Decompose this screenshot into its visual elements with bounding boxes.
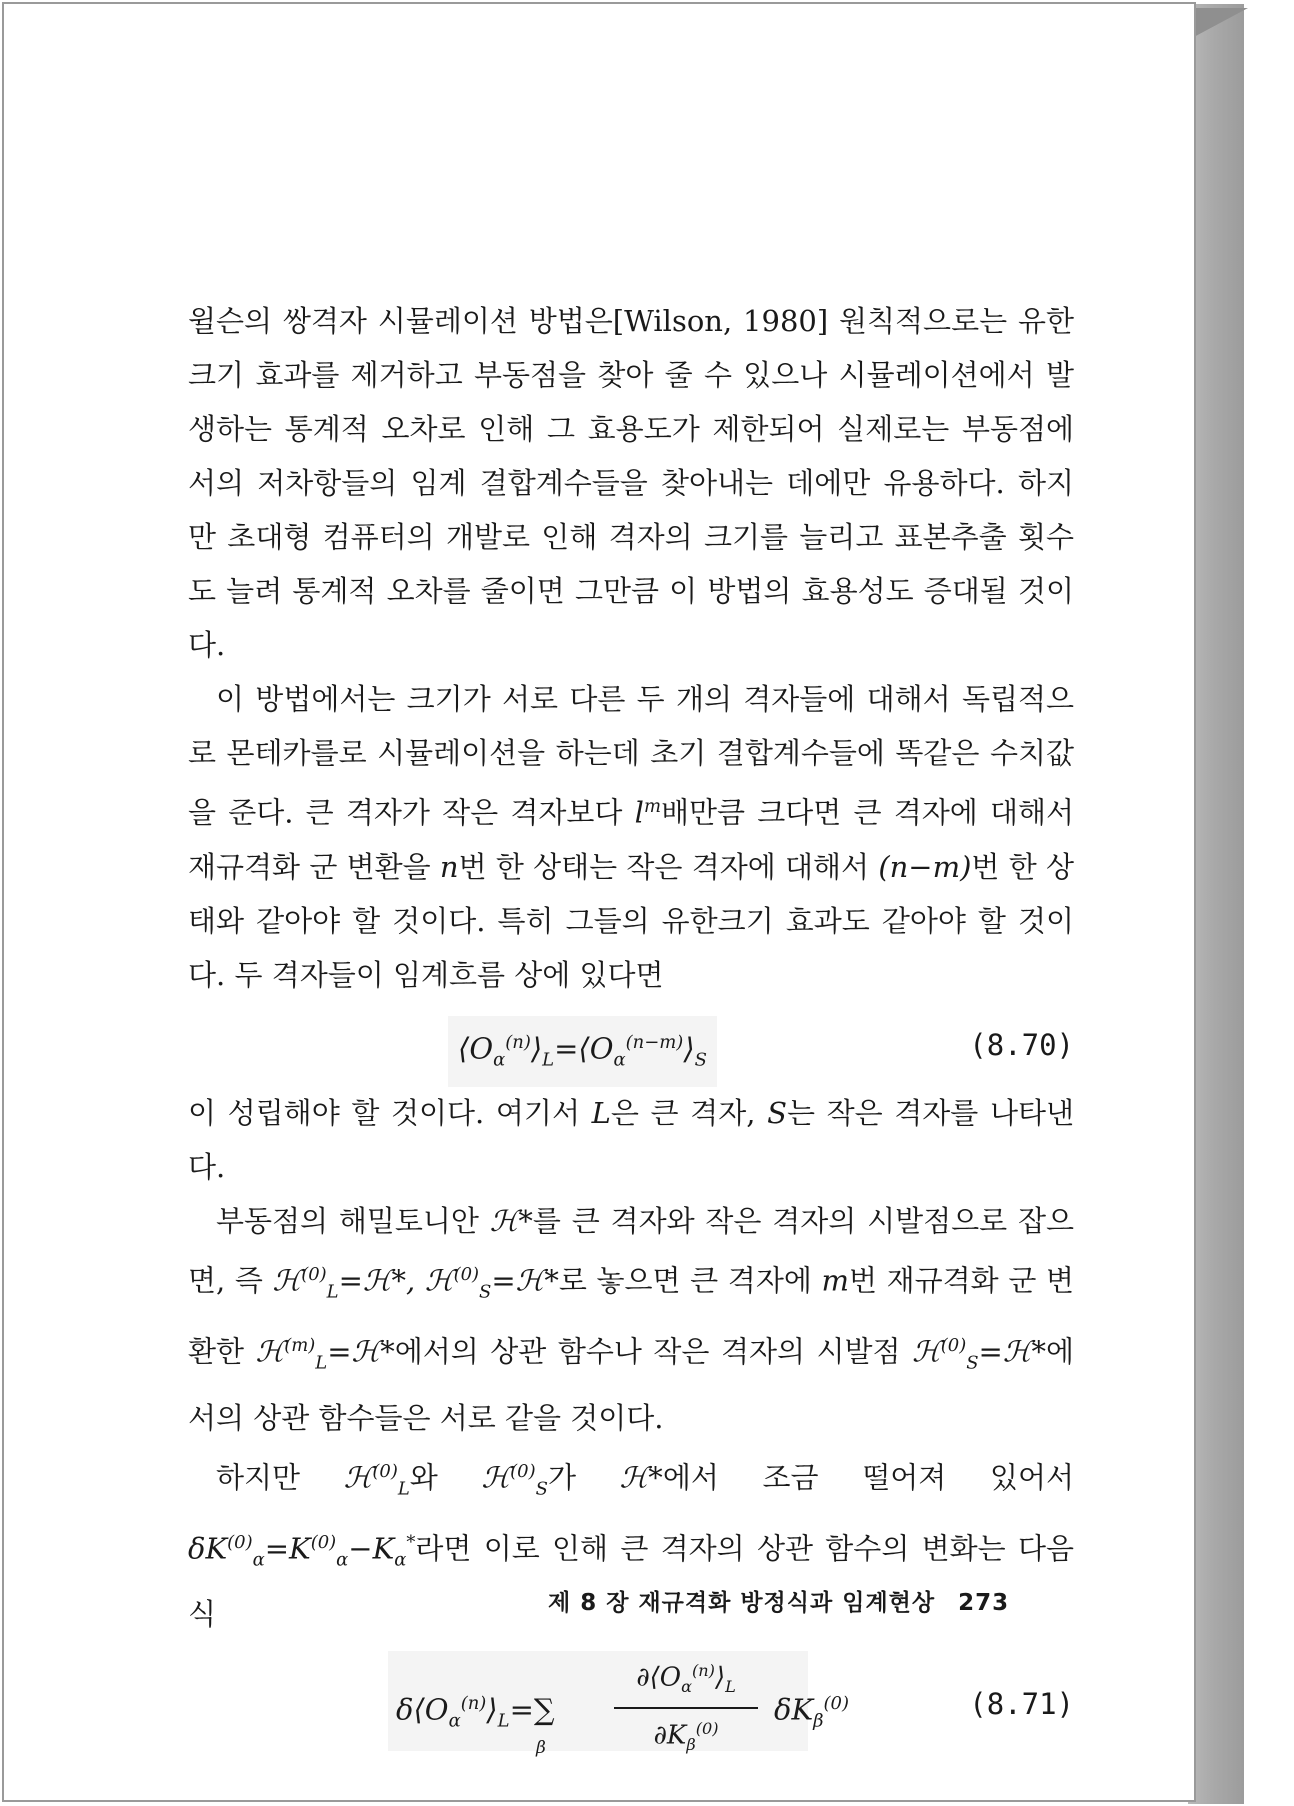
equation-8-70 bbox=[188, 1006, 1074, 1082]
eq871-numerator bbox=[606, 1653, 766, 1705]
eq871-sum-sub: β bbox=[536, 1738, 546, 1759]
paragraph-3 bbox=[188, 1086, 1074, 1194]
eq871-fraction bbox=[606, 1653, 766, 1763]
p5-hl-sub: L bbox=[397, 1478, 410, 1500]
p4-eq1-sub: L bbox=[326, 1281, 339, 1303]
book-page-edge bbox=[1188, 4, 1244, 1804]
p5-eq-sup: (0) bbox=[227, 1532, 253, 1554]
p4-eq3-h: ℋ bbox=[255, 1334, 285, 1369]
p5-hl-sup: (0) bbox=[372, 1460, 398, 1482]
eq871-num-sup: (n) bbox=[691, 1661, 715, 1681]
eq871-fraction-bar bbox=[614, 1707, 758, 1709]
eq871-lhs-end: ⟩ bbox=[486, 1693, 498, 1728]
p2-text-b: 배만큼 크다면 큰 격자에 대해서 재규격화 군 변환을 bbox=[188, 795, 1074, 884]
p5-hstar: ℋ* bbox=[619, 1460, 663, 1495]
eq870-close2: ⟩ bbox=[683, 1031, 695, 1066]
p5-hl: ℋ bbox=[343, 1460, 373, 1495]
p4-eq3-sup: (m) bbox=[284, 1335, 316, 1357]
book-page bbox=[2, 2, 1196, 1802]
body-text bbox=[188, 294, 1075, 1759]
p3-symbol-S: S bbox=[767, 1095, 787, 1130]
p5-eq-tail-sup: * bbox=[406, 1532, 416, 1554]
eq871-lhs-o: δ⟨O bbox=[396, 1693, 449, 1728]
p5-text-b: 와 bbox=[409, 1460, 482, 1495]
eq871-lhs-sup: (n) bbox=[460, 1693, 487, 1715]
p4-eq2-h: ℋ bbox=[424, 1263, 454, 1298]
p5-eq-sub2: α bbox=[336, 1549, 349, 1571]
p4-text-d: 번 재규격화 군 변환한 bbox=[188, 1263, 1074, 1369]
eq871-den-sup: (0) bbox=[695, 1719, 719, 1739]
p5-eq-mid: =K bbox=[264, 1531, 311, 1566]
book-edge-corner bbox=[1192, 8, 1248, 38]
eq871-den-k: ∂K bbox=[653, 1720, 687, 1751]
eq870-sup1: (n) bbox=[505, 1031, 531, 1053]
p5-eq-dk: δK bbox=[188, 1531, 228, 1566]
p2-symbol-n: n bbox=[439, 849, 459, 884]
p4-text-f: 에서의 상관 함수들은 서로 같을 것이다. bbox=[188, 1334, 1074, 1435]
eq871-denominator bbox=[606, 1711, 766, 1763]
p4-eq3-rhs: =ℋ* bbox=[327, 1334, 395, 1369]
p2-symbol-n-minus-m: (n−m) bbox=[878, 849, 972, 884]
eq871-rhs-dk: δK bbox=[774, 1693, 814, 1728]
p3-text-a: 이 성립해야 할 것이다. 여기서 bbox=[188, 1095, 592, 1130]
p4-eq3-sub: L bbox=[315, 1352, 328, 1374]
equation-8-71-body bbox=[388, 1651, 849, 1759]
p4-eq1-h: ℋ bbox=[272, 1263, 302, 1298]
eq871-num-subL: L bbox=[725, 1677, 736, 1697]
p2-symbol-m: m bbox=[643, 796, 661, 817]
p5-hs: ℋ bbox=[481, 1460, 511, 1495]
p4-eq2-sup: (0) bbox=[453, 1263, 480, 1285]
p3-text-c: 는 작은 격자를 나타낸다. bbox=[188, 1095, 1075, 1184]
paragraph-4 bbox=[188, 1194, 1074, 1445]
p5-eq-tail-sub: α bbox=[394, 1549, 407, 1571]
p5-text-c: 가 bbox=[547, 1460, 620, 1495]
page-footer bbox=[548, 1584, 1048, 1617]
eq871-rhs-sub: β bbox=[813, 1710, 824, 1732]
paragraph-1 bbox=[188, 294, 1074, 672]
eq870-o1: ⟨O bbox=[458, 1031, 494, 1066]
eq871-num-o: ∂⟨O bbox=[636, 1663, 682, 1694]
eq870-sup2: (n−m) bbox=[625, 1031, 684, 1053]
eq871-den-sub: β bbox=[686, 1735, 696, 1755]
p3-symbol-L: L bbox=[591, 1095, 611, 1130]
p4-eq4-sup: (0) bbox=[940, 1335, 967, 1357]
p2-text-c: 번 한 상태는 작은 격자에 대해서 bbox=[458, 849, 879, 884]
paragraph-2 bbox=[188, 672, 1074, 1002]
eq870-close1: ⟩ bbox=[530, 1031, 543, 1066]
p4-eq4-rhs: =ℋ* bbox=[978, 1334, 1046, 1369]
p5-eq-sub: α bbox=[252, 1549, 265, 1571]
p3-text-b: 은 큰 격자, bbox=[610, 1095, 768, 1130]
p4-eq2-rhs: =ℋ* bbox=[491, 1263, 559, 1298]
footer-page-number: 273 bbox=[958, 1590, 1010, 1616]
equation-8-70-number: (8.70) bbox=[969, 1027, 1074, 1062]
paragraph-1-text: 윌슨의 쌍격자 시뮬레이션 방법은[Wilson, 1980] 원칙적으로는 유한크기 효과를 제거하고 부동점을 찾아 줄 수 있으나 시뮬레이션에서 발생하는 통계적 오차로 인해 그 효용도가 제한되어 실제로는 부동점에서의 저차항들의 임계 결합계수들을 찾아내는 데에만 유용하다. 하지만 초대형 컴퓨터의 개발로 인해 격자의 크기를 늘리고 표본추출 횟수도 늘려 통계적 오차를 줄이면 그만큼 이 방법의 효용성도 증대될 것이다. bbox=[188, 304, 1074, 662]
eq871-lhs-sub: α bbox=[448, 1710, 461, 1732]
p4-text-c: 로 놓으면 큰 격자에 bbox=[558, 1263, 822, 1298]
p4-symbol-hstar: ℋ* bbox=[489, 1203, 533, 1238]
p5-text-a: 하지만 bbox=[216, 1460, 344, 1495]
eq871-rhs-sup: (0) bbox=[823, 1693, 849, 1715]
p4-text-e: 에서의 상관 함수나 작은 격자의 시발점 bbox=[394, 1334, 913, 1369]
p4-text-b: 를 큰 격자와 작은 격자의 시발점으로 잡으면, 즉 bbox=[188, 1203, 1074, 1298]
p2-symbol-l: l bbox=[634, 795, 644, 830]
p4-eq2-sub: S bbox=[479, 1281, 492, 1303]
p2-text-a: 이 방법에서는 크기가 서로 다른 두 개의 격자들에 대해서 독립적으로 몬테카를로 시뮬레이션을 하는데 초기 결합계수들에 똑같은 수치값을 준다. 큰 격자가 작은 격자보다 bbox=[188, 682, 1074, 830]
eq871-sum: =∑ bbox=[509, 1693, 555, 1728]
equation-8-71-number: (8.71) bbox=[969, 1687, 1074, 1722]
p4-text-a: 부동점의 해밀토니안 bbox=[216, 1203, 490, 1238]
equation-8-70-body bbox=[448, 1016, 717, 1087]
p5-text-d: 에서 조금 떨어져 있어서 bbox=[662, 1460, 1075, 1495]
p5-hs-sub: S bbox=[535, 1478, 548, 1500]
eq871-num-end: ⟩ bbox=[714, 1663, 726, 1694]
eq871-lhs bbox=[396, 1677, 555, 1748]
eq871-rhs bbox=[774, 1677, 849, 1748]
p4-eq1-rhs: =ℋ*, bbox=[338, 1263, 425, 1298]
eq871-lhs-subL: L bbox=[497, 1710, 510, 1732]
p5-eq-sup2: (0) bbox=[310, 1532, 337, 1554]
p5-eq-tail: −K bbox=[348, 1531, 395, 1566]
eq870-sub2: α bbox=[613, 1049, 626, 1071]
p4-eq1-sup: (0) bbox=[301, 1263, 327, 1285]
p4-eq4-sub: S bbox=[966, 1352, 979, 1374]
eq871-num-sub: α bbox=[681, 1677, 692, 1697]
p2-text-d: 번 한 상태와 같아야 할 것이다. 특히 그들의 유한크기 효과도 같아야 할 것이다. 두 격자들이 임계흐름 상에 있다면 bbox=[188, 849, 1074, 992]
equation-8-71 bbox=[188, 1651, 1074, 1759]
eq870-o2: =⟨O bbox=[554, 1031, 614, 1066]
eq870-subL: L bbox=[542, 1049, 555, 1071]
p5-hs-sup: (0) bbox=[510, 1460, 536, 1482]
footer-chapter-title: 제 8 장 재규격화 방정식과 임계현상 bbox=[548, 1590, 936, 1616]
eq870-subS: S bbox=[694, 1049, 707, 1071]
p5-text-e: 라면 이로 인해 큰 격자의 상관 함수의 변화는 다음식 bbox=[188, 1531, 1074, 1632]
p4-symbol-m: m bbox=[821, 1263, 849, 1298]
p4-eq4-h: ℋ bbox=[912, 1334, 941, 1369]
eq870-sub1: α bbox=[493, 1049, 506, 1071]
